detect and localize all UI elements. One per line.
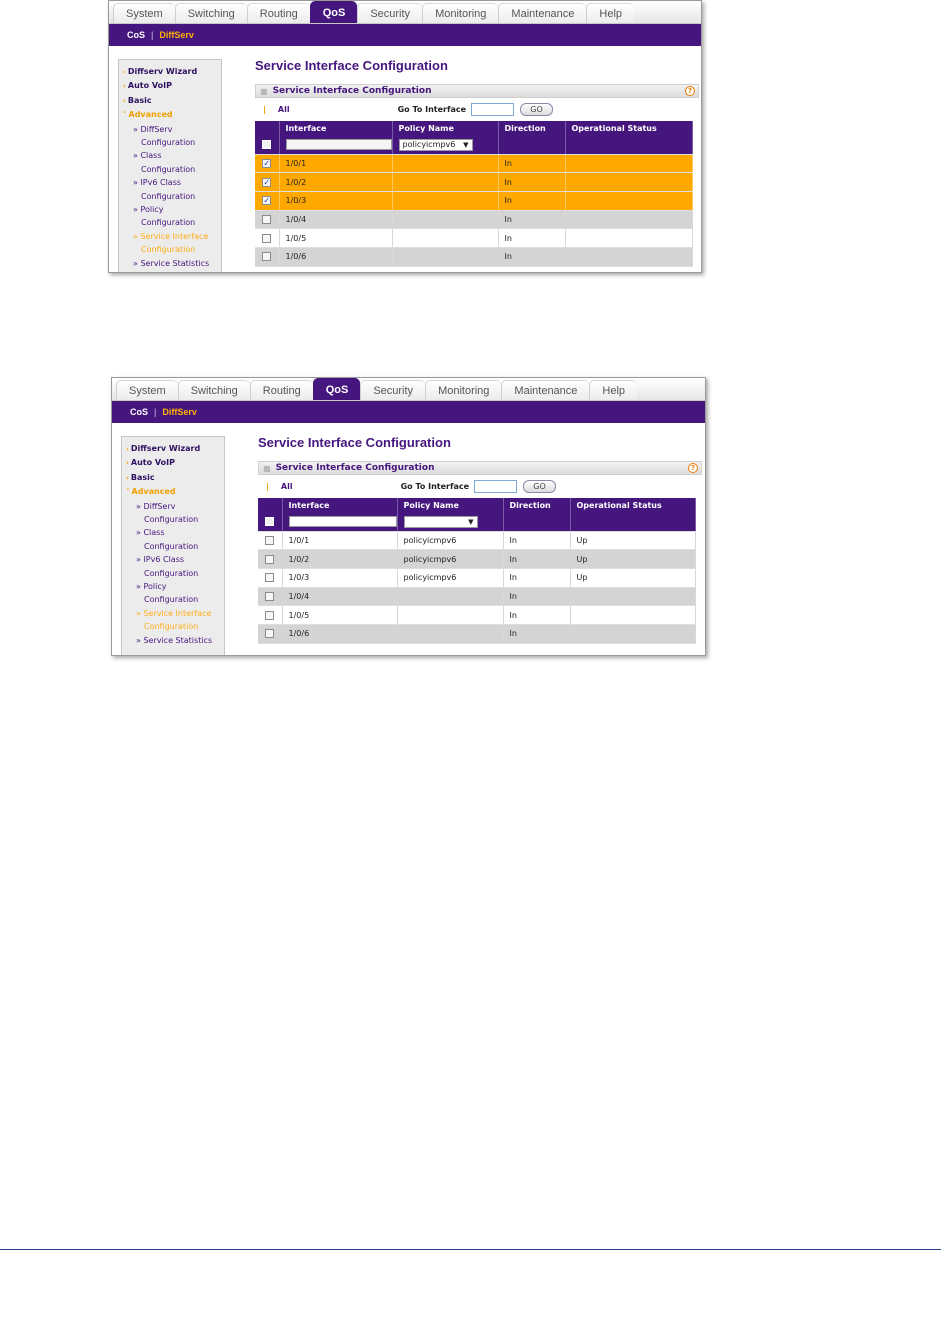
tab-qos[interactable]: QoS [313, 378, 361, 400]
row-checkbox[interactable] [265, 629, 274, 638]
subnav-cos[interactable]: CoS [127, 30, 145, 40]
column-header-direction[interactable]: Direction [498, 121, 565, 136]
page-title: Service Interface Configuration [258, 435, 451, 450]
direction-filter-cell [498, 136, 565, 154]
interface-filter-input[interactable] [286, 139, 392, 150]
direction-cell: In [503, 624, 570, 643]
row-checkbox-checked[interactable]: ✓ [263, 158, 271, 168]
row-checkbox-cell [255, 191, 279, 210]
top-tab-bar [112, 378, 705, 401]
nav-service-interface-configuration-line2[interactable]: Configuration [141, 245, 196, 255]
row-checkbox-cell [255, 247, 279, 266]
chevron-right-icon: › [123, 68, 126, 76]
go-to-interface-label: Go To Interface [397, 105, 467, 114]
interface-cell: 1/0/1 [279, 154, 392, 173]
header-checkbox-cell [255, 121, 279, 136]
nav-service-statistics[interactable]: » Service Statistics [136, 635, 213, 645]
policy-filter-cell [397, 513, 503, 531]
table-row[interactable] [258, 550, 696, 569]
interface-cell: 1/0/2 [279, 173, 392, 192]
interface-cell: 1/0/6 [279, 247, 392, 266]
table-row[interactable] [255, 154, 693, 173]
row-checkbox-cell [258, 531, 282, 550]
status-cell [565, 247, 693, 266]
status-cell [565, 210, 693, 229]
status-cell [570, 587, 696, 606]
subnav-diffserv[interactable]: DiffServ [162, 407, 197, 417]
interface-cell: 1/0/5 [282, 606, 397, 625]
row-checkbox[interactable] [265, 573, 274, 582]
table-row[interactable] [258, 587, 696, 606]
table-row[interactable] [258, 568, 696, 587]
header-checkbox-cell [258, 498, 282, 513]
nav-diffserv-configuration-line2[interactable]: Configuration [141, 138, 196, 148]
nav-policy-configuration-line2[interactable]: Configuration [141, 218, 196, 228]
policy-cell [392, 154, 498, 173]
nav-auto-voip[interactable] [123, 79, 221, 93]
chevron-right-icon: › [123, 82, 126, 91]
tab-qos[interactable]: QoS [310, 1, 358, 23]
status-filter-cell [565, 136, 693, 154]
policy-filter-cell [392, 136, 498, 154]
direction-cell: In [498, 229, 565, 248]
service-interface-table [255, 121, 693, 267]
subnav-separator: | [154, 407, 157, 417]
nav-policy-configuration[interactable]: » Policy [133, 205, 164, 215]
nav-label: Advanced [131, 487, 176, 497]
nav-ipv6-class-configuration[interactable]: » IPv6 Class [133, 178, 182, 188]
interface-filter-input[interactable] [289, 516, 397, 527]
chevron-down-icon: ▼ [468, 517, 474, 526]
nav-service-statistics[interactable]: » Service Statistics [133, 258, 210, 268]
nav-class-configuration-line2[interactable]: Configuration [141, 164, 196, 174]
table-row[interactable] [258, 531, 696, 550]
nav-advanced[interactable] [126, 485, 224, 499]
row-checkbox[interactable] [265, 611, 274, 620]
nav-diffserv-wizard[interactable] [123, 65, 221, 79]
direction-cell: In [503, 550, 570, 569]
status-cell [570, 624, 696, 643]
chevron-down-icon: ˅ [126, 488, 130, 497]
nav-policy-configuration[interactable]: » Policy [136, 582, 167, 592]
go-button[interactable]: GO [520, 103, 553, 116]
row-checkbox-cell [258, 624, 282, 643]
nav-label: Auto VoIP [127, 81, 172, 91]
nav-label: Basic [130, 472, 155, 482]
chevron-down-icon: ▼ [463, 140, 469, 149]
select-all-cell [255, 136, 279, 154]
go-to-interface-input[interactable] [474, 480, 517, 493]
nav-policy-configuration-line2[interactable]: Configuration [144, 595, 199, 605]
status-cell [565, 173, 693, 192]
table-row[interactable] [255, 247, 693, 266]
chevron-right-icon: › [126, 445, 129, 453]
left-navigation [118, 59, 222, 273]
chevron-right-icon: › [126, 459, 129, 468]
go-to-interface-label: Go To Interface [400, 482, 470, 491]
direction-cell: In [503, 587, 570, 606]
row-checkbox[interactable] [262, 215, 271, 224]
table-controls [255, 98, 699, 121]
all-link[interactable]: All [280, 482, 293, 491]
tab-routing[interactable]: Routing [250, 380, 313, 400]
status-cell [565, 229, 693, 248]
interface-cell: 1/0/4 [282, 587, 397, 606]
row-checkbox-cell [258, 606, 282, 625]
left-navigation [121, 436, 225, 656]
direction-filter-cell [503, 513, 570, 531]
top-tab-bar [109, 1, 701, 24]
row-checkbox[interactable] [262, 252, 271, 261]
interface-cell: 1/0/4 [279, 210, 392, 229]
nav-auto-voip[interactable] [126, 456, 224, 470]
table-row[interactable] [255, 229, 693, 248]
footer-rule [0, 1249, 941, 1250]
policy-cell [392, 191, 498, 210]
nav-diffserv-configuration-line2[interactable]: Configuration [144, 515, 199, 525]
row-checkbox-cell [255, 154, 279, 173]
direction-cell: In [503, 606, 570, 625]
panel-title: Service Interface Configuration [275, 463, 435, 473]
all-link[interactable]: All [277, 105, 290, 114]
tab-system[interactable]: System [113, 3, 175, 23]
pipe-marker: | [266, 482, 269, 491]
row-checkbox-cell [255, 173, 279, 192]
direction-cell: In [498, 191, 565, 210]
subnav-diffserv[interactable]: DiffServ [159, 30, 194, 40]
row-checkbox[interactable] [265, 592, 274, 601]
pipe-marker: | [263, 105, 266, 114]
table-row[interactable] [255, 173, 693, 192]
service-interface-table [258, 498, 696, 644]
row-checkbox[interactable] [265, 555, 274, 564]
policy-cell [392, 210, 498, 229]
select-all-cell [258, 513, 282, 531]
tab-switching[interactable]: Switching [175, 3, 247, 23]
policy-cell [397, 624, 503, 643]
interface-cell: 1/0/3 [282, 568, 397, 587]
policy-name-select[interactable] [399, 139, 473, 151]
tab-maintenance[interactable]: Maintenance [498, 3, 586, 23]
policy-cell [397, 606, 503, 625]
nav-diffserv-configuration[interactable]: » DiffServ [136, 501, 176, 511]
screenshot-after-apply [111, 377, 706, 656]
policy-cell [392, 229, 498, 248]
policy-cell: policyicmpv6 [397, 531, 503, 550]
nav-ipv6-class-configuration[interactable]: » IPv6 Class [136, 555, 185, 565]
interface-cell: 1/0/6 [282, 624, 397, 643]
status-cell [565, 154, 693, 173]
nav-class-configuration[interactable]: » Class [133, 151, 162, 161]
policy-cell: policyicmpv6 [397, 568, 503, 587]
direction-cell: In [503, 568, 570, 587]
nav-label: Advanced [128, 110, 173, 120]
row-checkbox-cell [255, 210, 279, 229]
main-content [255, 46, 699, 267]
table-header-row [255, 121, 693, 136]
tab-monitoring[interactable]: Monitoring [425, 380, 501, 400]
column-header-policy-name[interactable]: Policy Name [397, 498, 503, 513]
tab-maintenance[interactable]: Maintenance [501, 380, 589, 400]
direction-cell: In [498, 247, 565, 266]
sub-navigation-bar [109, 24, 701, 46]
tab-security[interactable]: Security [360, 380, 425, 400]
status-cell: Up [570, 550, 696, 569]
panel-header [255, 84, 699, 98]
panel-title: Service Interface Configuration [272, 86, 432, 96]
nav-class-configuration-line2[interactable]: Configuration [144, 541, 199, 551]
nav-ipv6-class-configuration-line2[interactable]: Configuration [141, 191, 196, 201]
nav-label: Diffserv Wizard [130, 444, 201, 453]
main-content [258, 423, 702, 644]
direction-cell: In [498, 154, 565, 173]
panel-header [258, 461, 702, 475]
policy-name-select[interactable] [404, 516, 478, 528]
screenshot-before-apply [108, 0, 702, 273]
status-filter-cell [570, 513, 696, 531]
status-cell: Up [570, 568, 696, 587]
interface-filter-cell [282, 513, 397, 531]
table-row[interactable] [255, 191, 693, 210]
select-all-checkbox[interactable] [262, 140, 271, 149]
policy-cell [392, 247, 498, 266]
column-header-interface[interactable]: Interface [279, 121, 392, 136]
column-header-operational-status[interactable]: Operational Status [565, 121, 693, 136]
policy-cell: policyicmpv6 [397, 550, 503, 569]
filter-row [255, 136, 693, 154]
interface-cell: 1/0/1 [282, 531, 397, 550]
table-row[interactable] [255, 210, 693, 229]
panel-bullet-icon: ■ [263, 463, 271, 473]
status-cell: Up [570, 531, 696, 550]
policy-cell [392, 173, 498, 192]
chevron-right-icon: › [126, 473, 129, 482]
column-header-policy-name[interactable]: Policy Name [392, 121, 498, 136]
nav-basic[interactable] [126, 471, 224, 485]
interface-cell: 1/0/5 [279, 229, 392, 248]
column-header-interface[interactable]: Interface [282, 498, 397, 513]
panel-bullet-icon: ■ [260, 86, 268, 96]
row-checkbox-cell [258, 568, 282, 587]
go-to-interface-input[interactable] [471, 103, 514, 116]
row-checkbox-cell [255, 229, 279, 248]
nav-advanced[interactable] [123, 108, 221, 122]
nav-service-interface-configuration-line2[interactable]: Configuration [144, 622, 199, 632]
nav-ipv6-class-configuration-line2[interactable]: Configuration [144, 568, 199, 578]
tab-routing[interactable]: Routing [247, 3, 310, 23]
interface-filter-cell [279, 136, 392, 154]
table-row[interactable] [258, 624, 696, 643]
row-checkbox[interactable] [265, 536, 274, 545]
chevron-right-icon: › [123, 96, 126, 105]
row-checkbox-checked[interactable]: ✓ [263, 177, 271, 187]
tab-help[interactable]: Help [589, 380, 637, 400]
table-controls [258, 475, 702, 498]
row-checkbox-cell [258, 587, 282, 606]
status-cell [570, 606, 696, 625]
table-header-row [258, 498, 696, 513]
tab-security[interactable]: Security [357, 3, 422, 23]
policy-select-value: policyicmpv6 [402, 139, 456, 149]
tab-system[interactable]: System [116, 380, 178, 400]
nav-service-interface-configuration[interactable]: » Service Interface [136, 608, 212, 618]
sub-navigation-bar [112, 401, 705, 423]
nav-label: Basic [127, 95, 152, 105]
tab-help[interactable]: Help [586, 3, 634, 23]
nav-diffserv-configuration[interactable]: » DiffServ [133, 124, 173, 134]
status-cell [565, 191, 693, 210]
page-title: Service Interface Configuration [255, 58, 448, 73]
select-all-checkbox[interactable] [265, 517, 274, 526]
table-row[interactable] [258, 606, 696, 625]
nav-class-configuration[interactable]: » Class [136, 528, 165, 538]
direction-cell: In [503, 531, 570, 550]
nav-label: Diffserv Wizard [127, 67, 198, 76]
help-icon[interactable]: ? [685, 86, 695, 96]
row-checkbox-cell [258, 550, 282, 569]
chevron-down-icon: ˅ [123, 111, 127, 120]
column-header-direction[interactable]: Direction [503, 498, 570, 513]
interface-cell: 1/0/3 [279, 191, 392, 210]
go-button[interactable]: GO [523, 480, 556, 493]
nav-label: Auto VoIP [130, 458, 175, 468]
direction-cell: In [498, 173, 565, 192]
tab-switching[interactable]: Switching [178, 380, 250, 400]
column-header-operational-status[interactable]: Operational Status [570, 498, 696, 513]
row-checkbox[interactable] [262, 234, 271, 243]
tab-monitoring[interactable]: Monitoring [422, 3, 498, 23]
subnav-cos[interactable]: CoS [130, 407, 148, 417]
subnav-separator: | [151, 30, 154, 40]
nav-diffserv-wizard[interactable] [126, 442, 224, 456]
filter-row [258, 513, 696, 531]
nav-basic[interactable] [123, 94, 221, 108]
help-icon[interactable]: ? [688, 463, 698, 473]
policy-cell [397, 587, 503, 606]
row-checkbox-checked[interactable]: ✓ [263, 196, 271, 206]
interface-cell: 1/0/2 [282, 550, 397, 569]
direction-cell: In [498, 210, 565, 229]
nav-service-interface-configuration[interactable]: » Service Interface [133, 231, 209, 241]
